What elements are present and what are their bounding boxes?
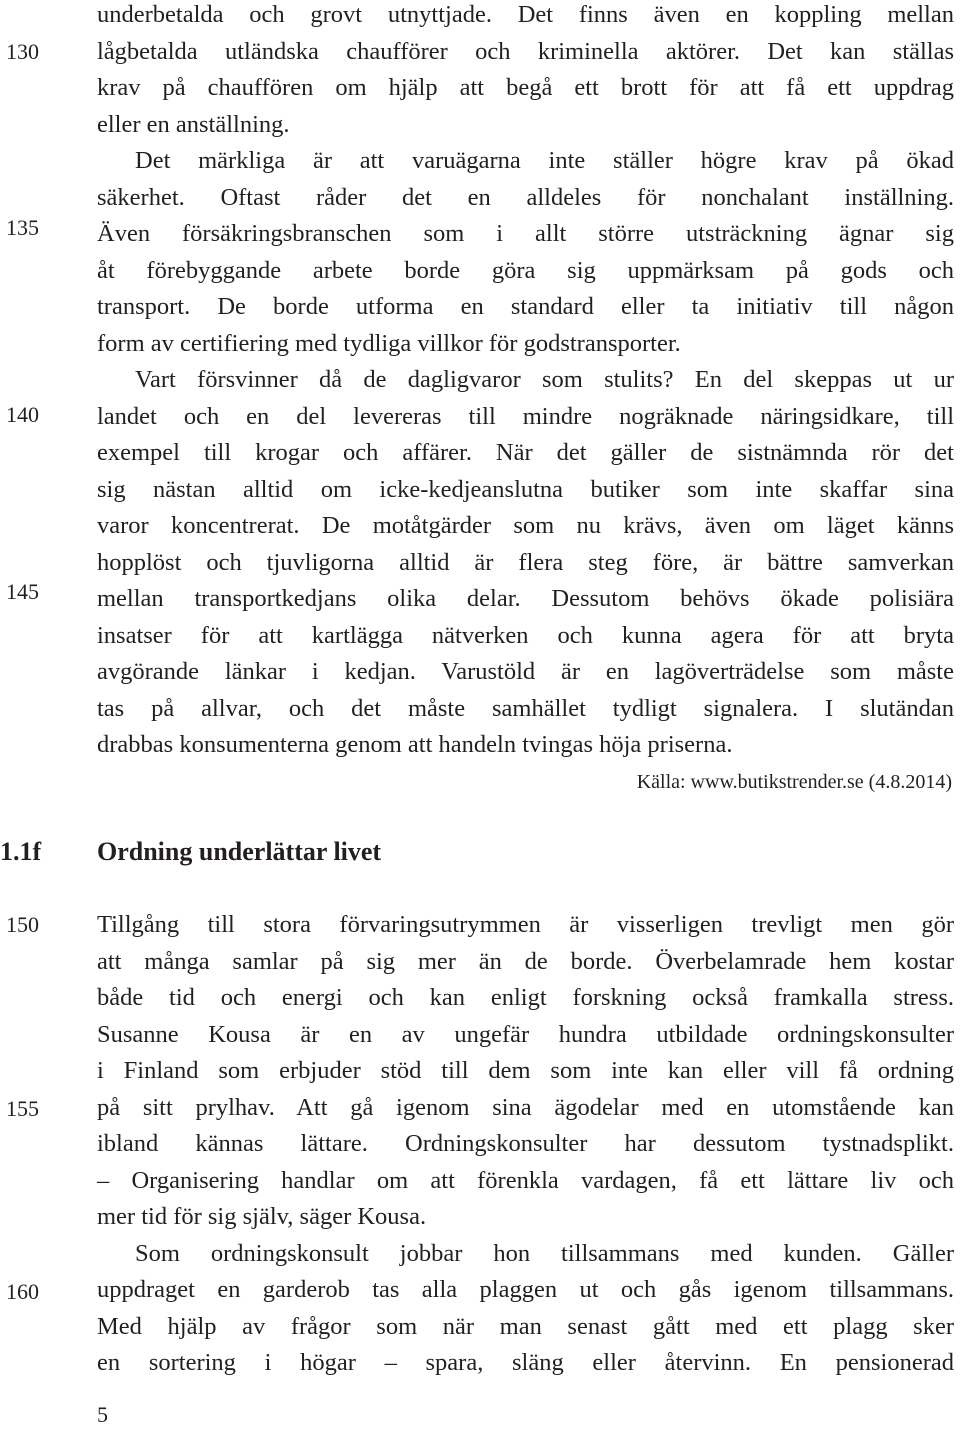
text-line: på sitt prylhav. Att gå igenom sina ägodelar med en utomstående kan	[97, 1094, 954, 1121]
text-line: uppdraget en garderob tas alla plaggen ut och gås igenom tillsammans.	[97, 1276, 954, 1303]
text-line: Det märkliga är att varuägarna inte ställer högre krav på ökad	[135, 147, 954, 174]
text-line: tas på allvar, och det måste samhället tydligt signalera. I slutändan	[97, 695, 954, 722]
text-line: Susanne Kousa är en av ungefär hundra utbildade ordningskonsulter	[97, 1021, 954, 1048]
text-line: underbetalda och grovt utnyttjade. Det finns även en koppling mellan	[97, 1, 954, 28]
text-line: mer tid för sig själv, säger Kousa.	[97, 1203, 427, 1230]
text-line: ibland kännas lättare. Ordningskonsulter har dessutom tystnadsplikt.	[97, 1130, 954, 1157]
line-number-145: 145	[6, 579, 39, 604]
text-line: drabbas konsumenterna genom att handeln tvingas höja priserna.	[97, 731, 733, 758]
text-line: insatser för att kartlägga nätverken och kunna agera för att bryta	[97, 622, 954, 649]
text-line: säkerhet. Oftast råder det en alldeles för nonchalant inställning.	[97, 184, 954, 211]
text-line: exempel till krogar och affärer. När det gäller de sistnämnda rör det	[97, 439, 954, 466]
text-line: sig nästan alltid om icke-kedjeanslutna butiker som inte skaffar sina	[97, 476, 954, 503]
line-number-150: 150	[6, 912, 39, 937]
text-line: i Finland som erbjuder stöd till dem som inte kan eller vill få ordning	[97, 1057, 954, 1084]
section-title: Ordning underlättar livet	[97, 837, 382, 866]
text-line: åt förebyggande arbete borde göra sig uppmärksam på gods och	[97, 257, 954, 284]
text-line: form av certifiering med tydliga villkor för godstransporter.	[97, 330, 681, 357]
source-citation: Källa: www.butikstrender.se (4.8.2014)	[636, 771, 952, 793]
line-number-135: 135	[6, 215, 39, 240]
line-number-140: 140	[6, 402, 39, 427]
line-number-130: 130	[6, 39, 39, 64]
text-line: Tillgång till stora förvaringsutrymmen är visserligen trevligt men gör	[97, 911, 954, 938]
text-line: att många samlar på sig mer än de borde. Överbelamrade hem kostar	[97, 948, 954, 975]
text-line: både tid och energi och kan enligt forskning också framkalla stress.	[97, 984, 954, 1011]
line-number-160: 160	[6, 1279, 39, 1304]
text-line: Vart försvinner då de dagligvaror som stulits? En del skeppas ut ur	[135, 366, 954, 393]
text-line: hopplöst och tjuvligorna alltid är flera steg före, är bättre samverkan	[97, 549, 954, 576]
text-line: – Organisering handlar om att förenkla vardagen, få ett lättare liv och	[97, 1167, 954, 1194]
text-line: lågbetalda utländska chaufförer och kriminella aktörer. Det kan ställas	[97, 38, 954, 65]
text-line: eller en anställning.	[97, 111, 290, 138]
text-line: varor koncentrerat. De motåtgärder som nu krävs, även om läget känns	[97, 512, 954, 539]
text-line: Med hjälp av frågor som när man senast gått med ett plagg sker	[97, 1313, 954, 1340]
text-line: Även försäkringsbranschen som i allt större utsträckning ägnar sig	[97, 220, 954, 247]
line-number-155: 155	[6, 1096, 39, 1121]
text-line: landet och en del levereras till mindre nogräknade näringsidkare, till	[97, 403, 954, 430]
text-line: en sortering i högar – spara, släng eller återvinn. En pensionerad	[97, 1349, 954, 1376]
text-line: transport. De borde utforma en standard eller ta initiativ till någon	[97, 293, 954, 320]
section-number: 1.1f	[0, 837, 42, 866]
text-line: krav på chauffören om hjälp att begå ett brott för att få ett uppdrag	[97, 74, 954, 101]
text-line: Som ordningskonsult jobbar hon tillsammans med kunden. Gäller	[135, 1240, 954, 1267]
page-number: 5	[97, 1402, 108, 1427]
text-line: mellan transportkedjans olika delar. Dessutom behövs ökade polisiära	[97, 585, 954, 612]
text-line: avgörande länkar i kedjan. Varustöld är en lagöverträdelse som måste	[97, 658, 954, 685]
